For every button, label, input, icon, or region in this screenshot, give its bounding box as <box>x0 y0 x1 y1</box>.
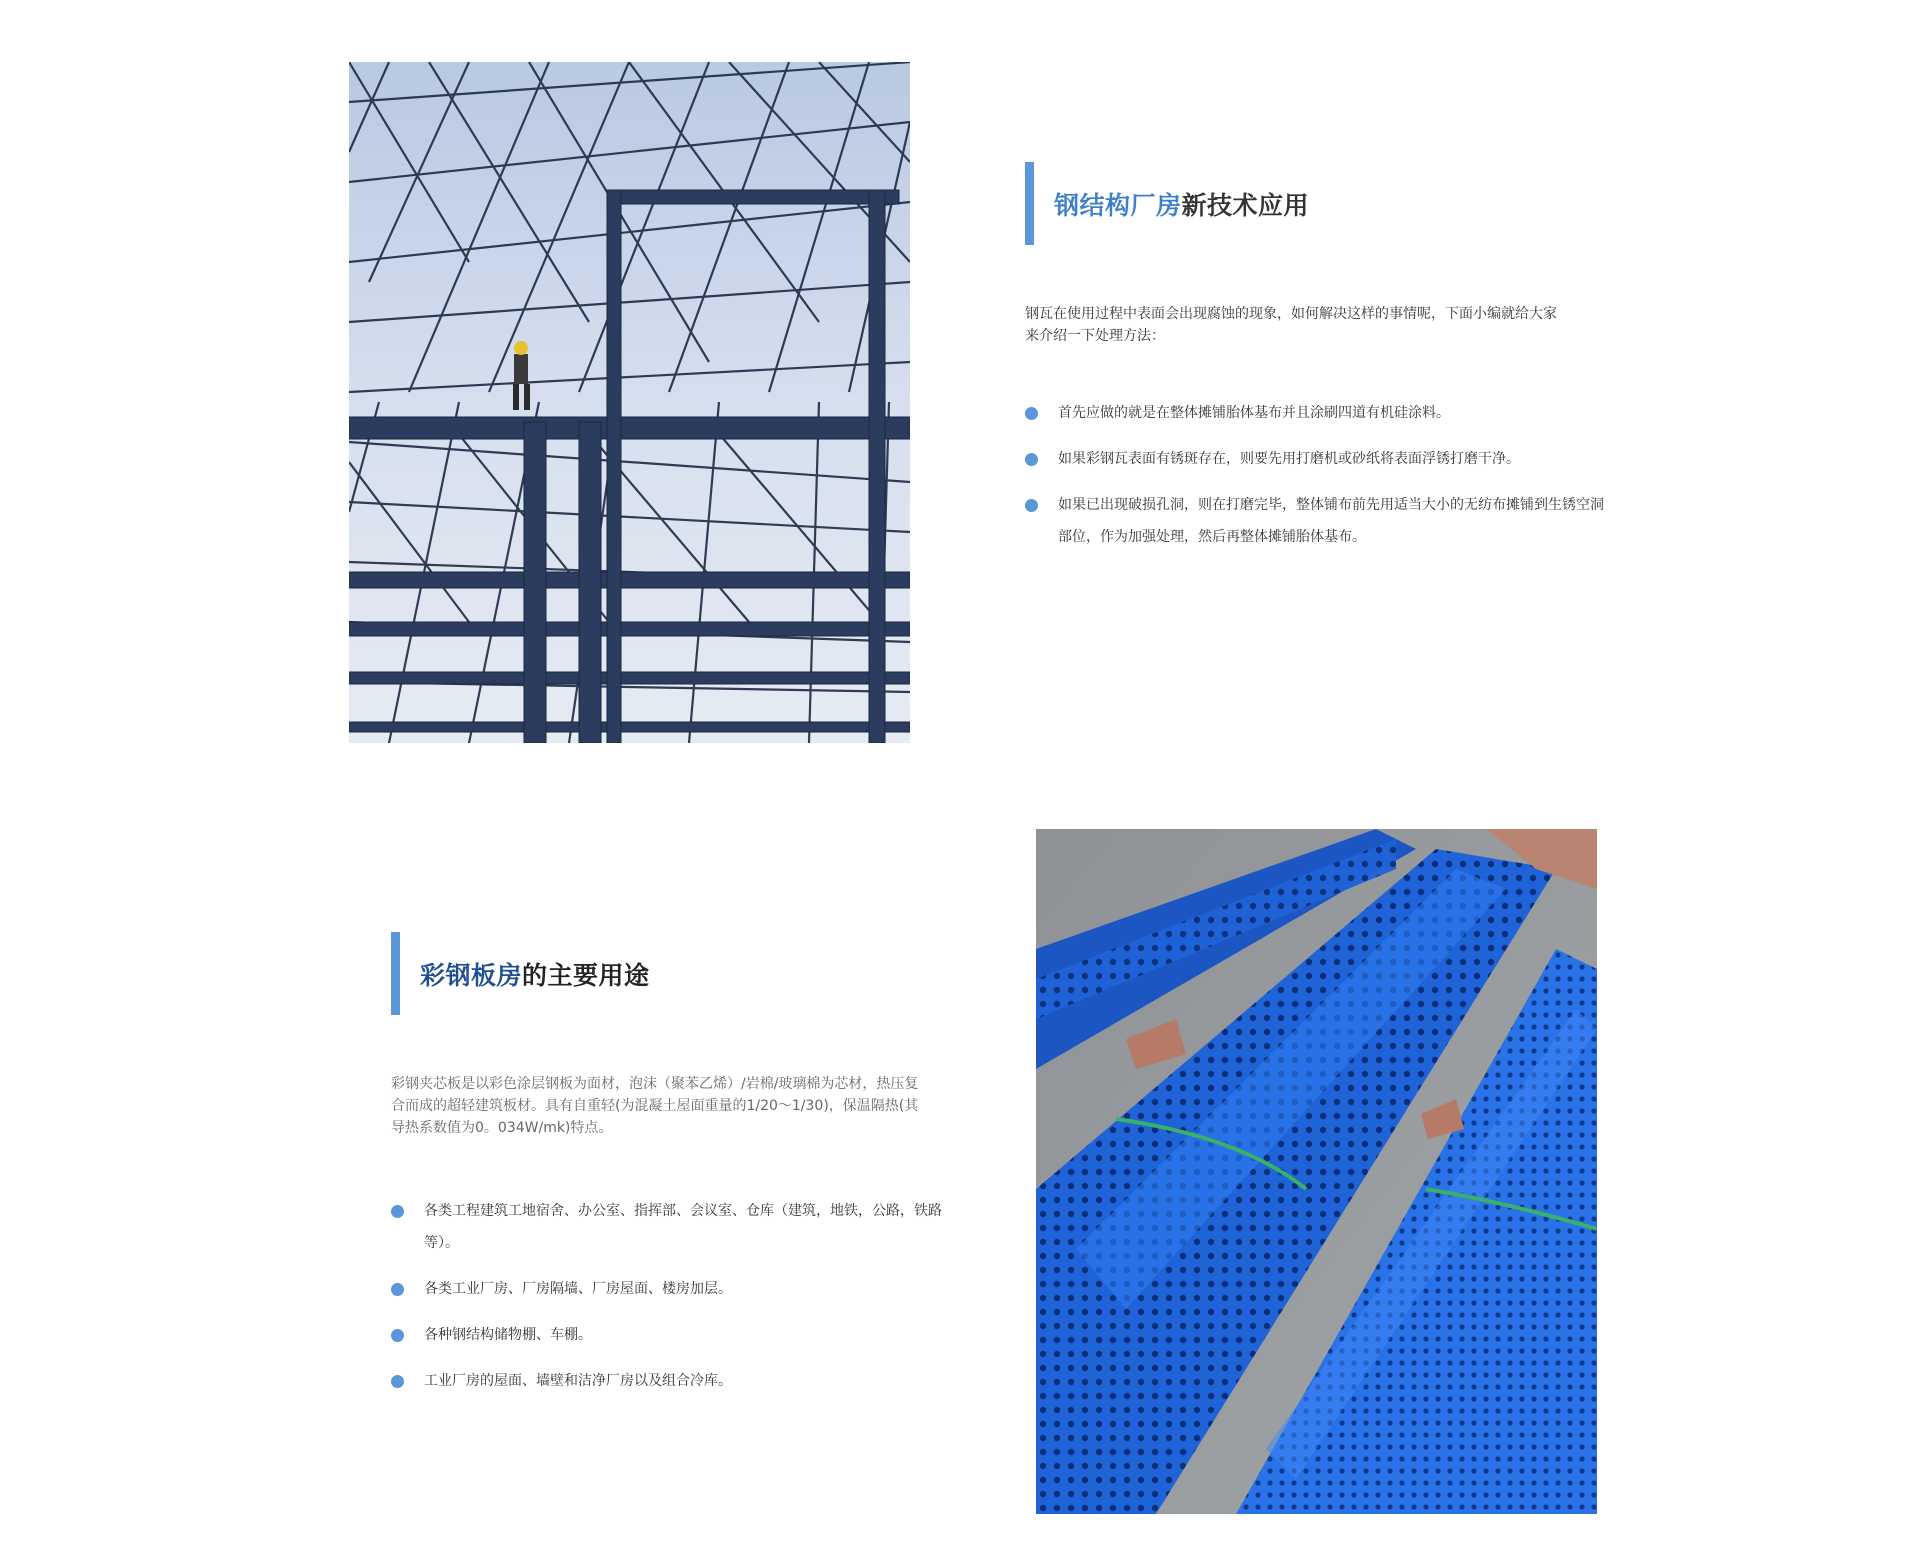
title-rest: 新技术应用 <box>1181 190 1310 220</box>
section-intro: 彩钢夹芯板是以彩色涂层钢板为面材，泡沫（聚苯乙烯）/岩棉/玻璃棉为芯材，热压复合而成的超轻建筑板材。具有自重轻(为混凝土屋面重量的1/20～1/30)，保温隔热(其导热系数值为0。034W/mk)特点。 <box>391 1076 919 1136</box>
heading-accent-bar <box>1025 162 1034 245</box>
list-item-text: 各类工业厂房、厂房隔墙、厂房屋面、楼房加层。 <box>424 1281 732 1297</box>
title-accent: 彩钢板房 <box>420 960 523 990</box>
list-item <box>391 1319 971 1351</box>
list-item <box>1025 443 1605 475</box>
bullet-list <box>391 1195 971 1397</box>
bullet-dot-icon <box>391 1283 404 1296</box>
heading-accent-bar <box>391 932 400 1015</box>
list-item-text: 工业厂房的屋面、墙壁和洁净厂房以及组合冷库。 <box>424 1373 732 1389</box>
list-item <box>391 1273 971 1305</box>
section-heading <box>1025 162 1605 245</box>
section-heading <box>391 932 971 1015</box>
bullet-dot-icon <box>1025 453 1038 466</box>
bullet-dot-icon <box>391 1205 404 1218</box>
bullet-dot-icon <box>1025 407 1038 420</box>
list-item-text: 如果彩钢瓦表面有锈斑存在，则要先用打磨机或砂纸将表面浮锈打磨干净。 <box>1058 451 1520 467</box>
color-steel-usage-section <box>391 932 971 1411</box>
list-item-text: 各种钢结构储物棚、车棚。 <box>424 1327 592 1343</box>
list-item-text: 如果已出现破损孔洞，则在打磨完毕，整体铺布前先用适当大小的无纺布摊铺到生锈空洞部位，作为加强处理，然后再整体摊铺胎体基布。 <box>1058 497 1604 545</box>
section-title <box>420 956 650 992</box>
section-title <box>1054 186 1309 222</box>
title-accent: 钢结构厂房 <box>1054 190 1182 220</box>
list-item <box>391 1365 971 1397</box>
perforated-panels-photo <box>1036 829 1597 1514</box>
list-item <box>1025 397 1605 429</box>
list-item <box>1025 489 1605 553</box>
bullet-dot-icon <box>1025 499 1038 512</box>
title-rest: 的主要用途 <box>522 960 650 990</box>
bullet-list <box>1025 397 1605 553</box>
bullet-dot-icon <box>391 1329 404 1342</box>
list-item-text: 各类工程建筑工地宿舍、办公室、指挥部、会议室、仓库（建筑，地铁，公路，铁路等）。 <box>424 1203 942 1251</box>
list-item-text: 首先应做的就是在整体摊铺胎体基布并且涂刷四道有机硅涂料。 <box>1058 405 1450 421</box>
list-item <box>391 1195 971 1259</box>
section-intro: 钢瓦在使用过程中表面会出现腐蚀的现象，如何解决这样的事情呢，下面小编就给大家来介绍一下处理方法： <box>1025 306 1557 344</box>
bullet-dot-icon <box>391 1375 404 1388</box>
steel-structure-photo <box>349 62 910 743</box>
steel-tech-section <box>1025 162 1605 567</box>
